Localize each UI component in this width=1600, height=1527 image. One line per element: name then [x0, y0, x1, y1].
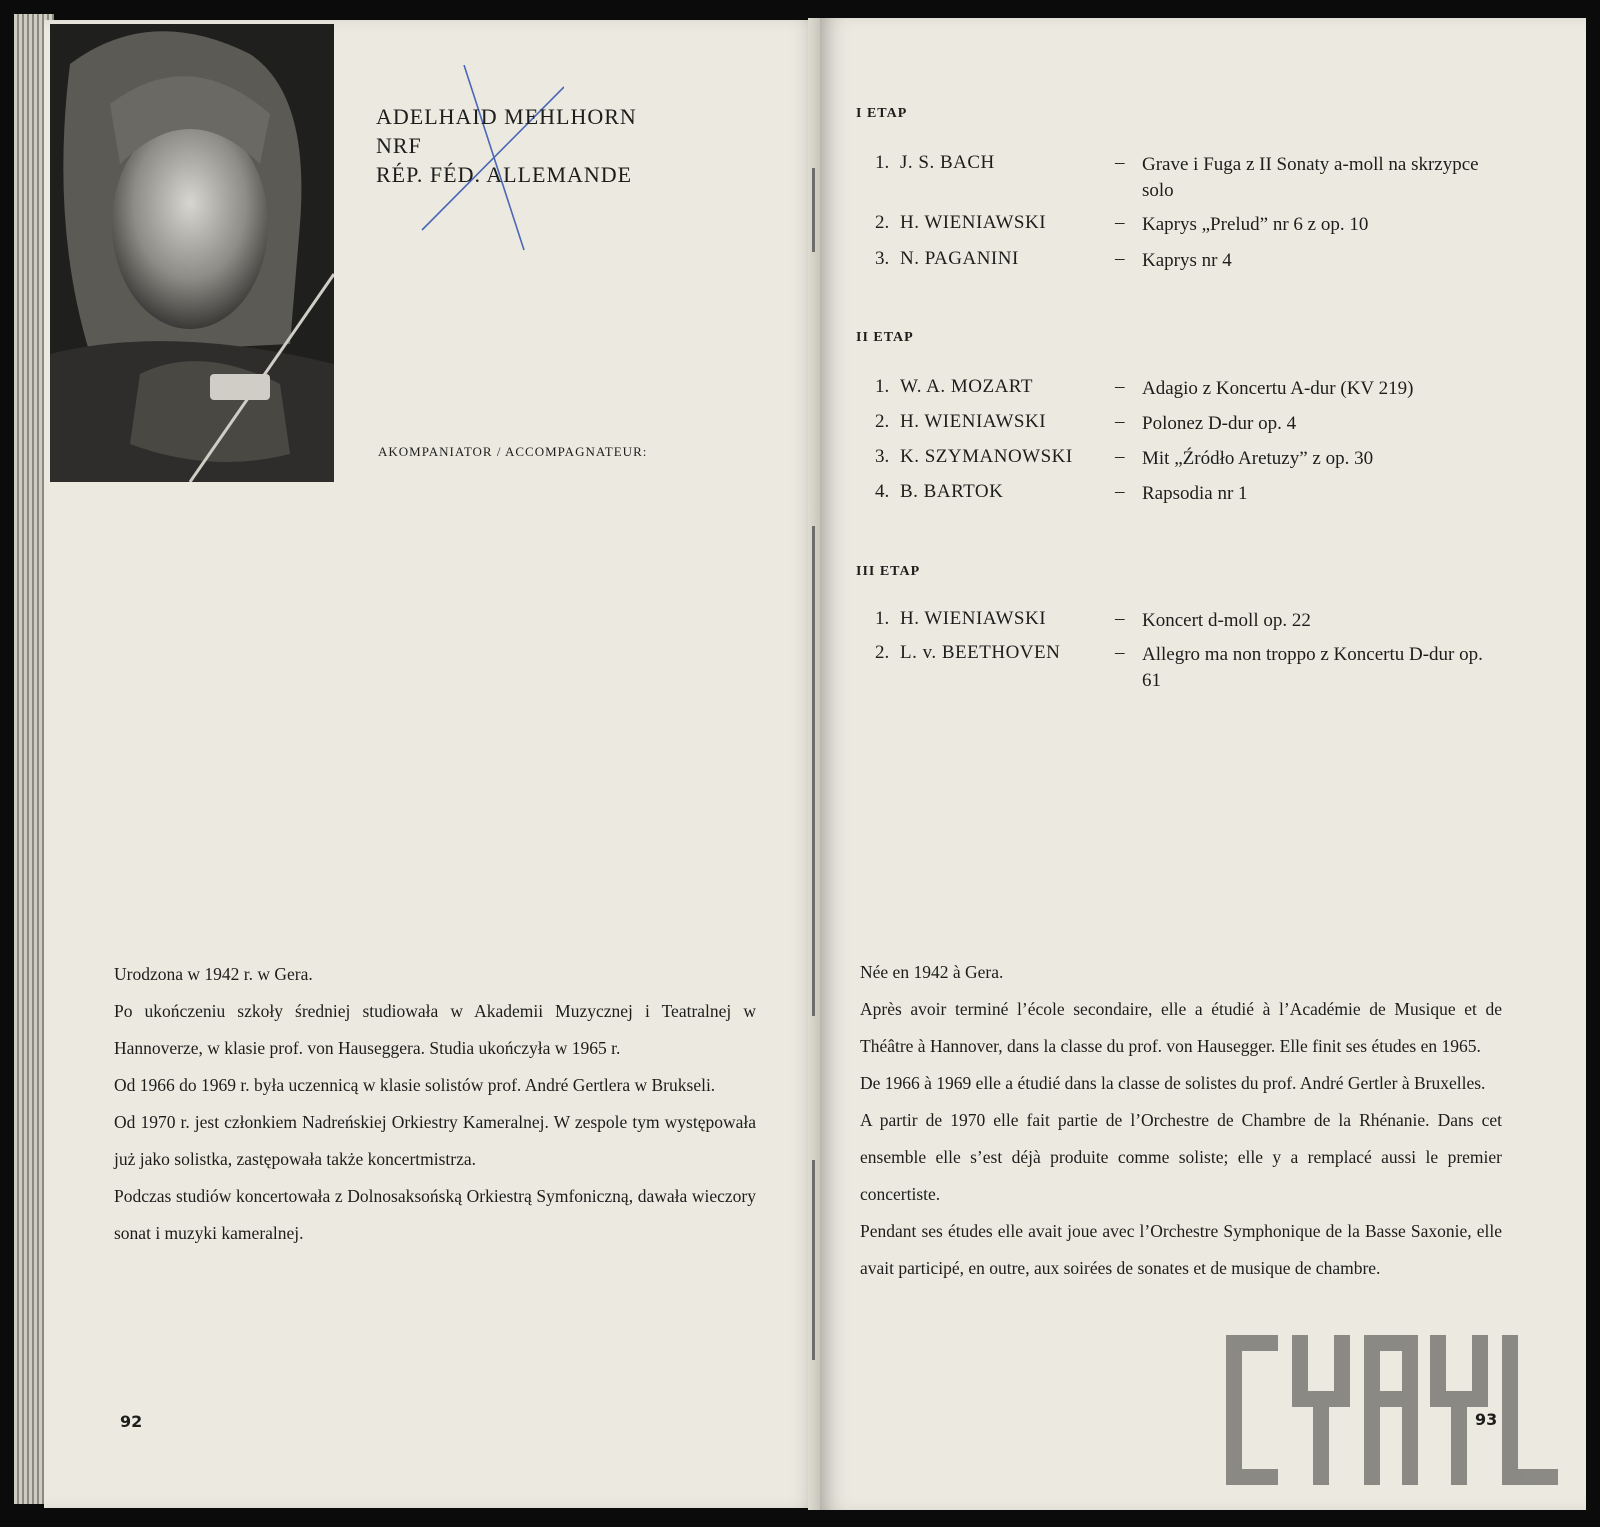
dash: – [1115, 376, 1125, 397]
bio-paragraph: Après avoir terminé l’école secondaire, elle a étudié à l’Académie de Musique et de Théâtre à Hannover, dans la classe du prof. von Hausegger. Elle finit ses études en 1965. [860, 999, 1502, 1056]
dash: – [1115, 446, 1125, 467]
bio-paragraph: Po ukończeniu szkoły średniej studiowała w Akademii Muzycznej i Teatralnej w Hannoverze, w klasie prof. von Hauseggera. Studia ukończyła w 1965 r. [114, 1001, 756, 1058]
work-title: Grave i Fuga z II Sonaty a-moll na skrzypce solo [1142, 154, 1479, 201]
stage-2-title: II ETAP [856, 330, 914, 345]
item-number: 4. [875, 481, 890, 502]
dash: – [1115, 642, 1125, 663]
bio-paragraph: Od 1966 do 1969 r. była uczennicą w klasie solistów prof. André Gertlera w Brukseli. [114, 1075, 716, 1095]
item-number: 1. [875, 152, 890, 173]
work-title: Kaprys „Prelud” nr 6 z op. 10 [1142, 214, 1369, 235]
page-number-right: 93 [1475, 1410, 1498, 1429]
dash: – [1115, 608, 1125, 629]
composer: H. WIENIAWSKI [900, 411, 1047, 432]
item-number: 3. [875, 446, 890, 467]
item-number: 2. [875, 642, 890, 663]
biography-french [860, 954, 1502, 1287]
composer: W. A. MOZART [900, 376, 1033, 397]
bio-paragraph: Née en 1942 à Gera. [860, 962, 1004, 982]
bio-paragraph: A partir de 1970 elle fait partie de l’Orchestre de Chambre de la Rhénanie. Dans cet ensemble elle s’est déjà produite comme soliste; elle y a remplacé aussi le premier concertiste. [860, 1110, 1502, 1204]
bio-paragraph: Od 1970 r. jest członkiem Nadreńskiej Orkiestry Kameralnej. W zespole tym występowała już jako solistka, zastępowała także koncertmistrza. [114, 1112, 756, 1169]
work-title: Adagio z Koncertu A-dur (KV 219) [1142, 378, 1414, 399]
bio-paragraph: Urodzona w 1942 r. w Gera. [114, 964, 313, 984]
composer: J. S. BACH [900, 152, 995, 173]
country-polish: NRF [376, 133, 422, 158]
item-number: 2. [875, 212, 890, 233]
composer: B. BARTOK [900, 481, 1004, 502]
stage-3-title: III ETAP [856, 564, 921, 579]
bio-paragraph: De 1966 à 1969 elle a étudié dans la classe de solistes du prof. André Gertler à Bruxelles. [860, 1073, 1486, 1093]
cyryl-watermark-logo [1226, 1335, 1560, 1485]
dash: – [1115, 152, 1125, 173]
accompanist-label: AKOMPANIATOR / ACCOMPAGNATEUR: [378, 444, 648, 459]
binding-stitch [812, 526, 815, 1016]
item-number: 3. [875, 248, 890, 269]
work-title: Kaprys nr 4 [1142, 250, 1232, 271]
work-title: Allegro ma non troppo z Koncertu D-dur op. 61 [1142, 644, 1483, 691]
biography-polish [114, 956, 756, 1252]
dash: – [1115, 411, 1125, 432]
bio-paragraph: Podczas studiów koncertowała z Dolnosaksońską Orkiestrą Symfoniczną, dawała wieczory sonat i muzyki kameralnej. [114, 1186, 756, 1243]
composer: K. SZYMANOWSKI [900, 446, 1073, 467]
binding-stitch [812, 1160, 815, 1360]
right-page [820, 18, 1586, 1510]
composer: H. WIENIAWSKI [900, 212, 1047, 233]
work-title: Rapsodia nr 1 [1142, 483, 1248, 504]
dash: – [1115, 212, 1125, 233]
binding-stitch [812, 168, 815, 252]
item-number: 1. [875, 608, 890, 629]
composer: H. WIENIAWSKI [900, 608, 1047, 629]
violinist-portrait-photo [50, 24, 334, 482]
bio-paragraph: Pendant ses études elle avait joue avec l’Orchestre Symphonique de la Basse Saxonie, elle avait participé, en outre, aux soirées de sonates et de musique de chambre. [860, 1221, 1502, 1278]
left-page [44, 20, 820, 1508]
composer: N. PAGANINI [900, 248, 1019, 269]
page-number-left: 92 [120, 1412, 143, 1431]
dash: – [1115, 481, 1125, 502]
stage-1-title: I ETAP [856, 106, 908, 121]
item-number: 2. [875, 411, 890, 432]
item-number: 1. [875, 376, 890, 397]
country-french: RÉP. FÉD. ALLEMANDE [376, 162, 633, 187]
dash: – [1115, 248, 1125, 269]
work-title: Koncert d-moll op. 22 [1142, 610, 1311, 631]
work-title: Polonez D-dur op. 4 [1142, 413, 1297, 434]
work-title: Mit „Źródło Aretuzy” z op. 30 [1142, 448, 1374, 469]
performer-name: ADELHAID MEHLHORN [376, 104, 637, 129]
composer: L. v. BEETHOVEN [900, 642, 1061, 663]
performer-info [376, 102, 637, 189]
